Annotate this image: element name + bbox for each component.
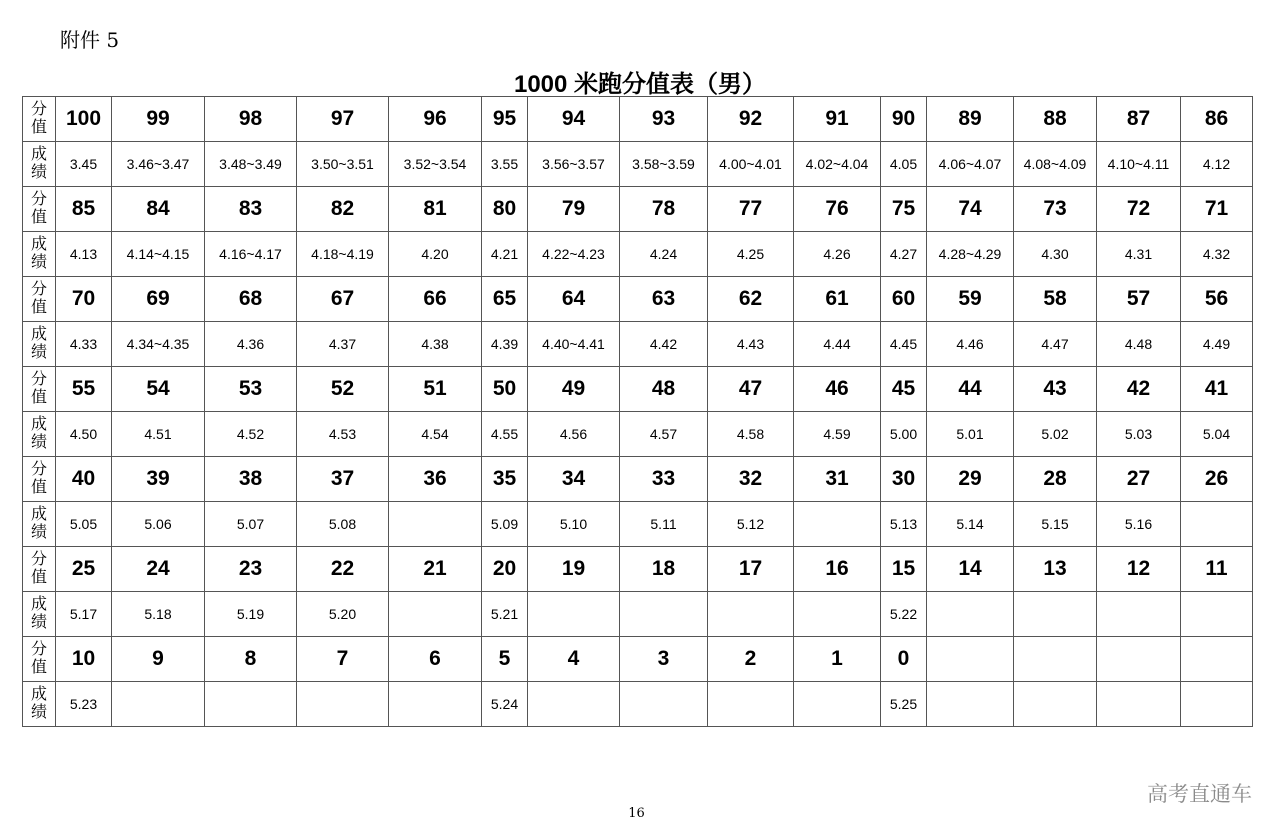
result-cell [794,502,881,547]
points-cell: 35 [482,457,528,502]
result-cell [620,592,708,637]
result-cell: 3.52~3.54 [389,142,482,187]
result-cell: 4.02~4.04 [794,142,881,187]
result-cell: 4.43 [708,322,794,367]
points-cell: 37 [297,457,389,502]
result-cell: 5.21 [482,592,528,637]
result-cell [708,682,794,727]
result-cell: 4.21 [482,232,528,277]
points-cell: 63 [620,277,708,322]
watermark: 高考直通车 [1147,783,1252,806]
result-cell: 4.10~4.11 [1097,142,1181,187]
points-cell: 7 [297,637,389,682]
result-cell: 4.54 [389,412,482,457]
points-cell: 95 [482,97,528,142]
result-cell: 4.57 [620,412,708,457]
label-char: 绩 [30,524,47,541]
points-cell: 2 [708,637,794,682]
points-label [23,277,56,322]
result-cell: 5.10 [528,502,620,547]
points-cell: 61 [794,277,881,322]
result-cell: 4.16~4.17 [205,232,297,277]
result-cell: 5.15 [1014,502,1097,547]
points-cell: 45 [881,367,927,412]
result-cell: 3.56~3.57 [528,142,620,187]
points-cell: 44 [927,367,1014,412]
points-cell: 19 [528,547,620,592]
points-cell: 16 [794,547,881,592]
label-char: 绩 [30,254,47,271]
points-cell: 24 [112,547,205,592]
page-number: 16 [628,806,645,821]
result-cell [112,682,205,727]
result-label [23,502,56,547]
result-cell: 3.45 [56,142,112,187]
points-cell: 27 [1097,457,1181,502]
points-cell: 17 [708,547,794,592]
label-char: 值 [30,119,47,136]
result-cell: 4.31 [1097,232,1181,277]
points-cell: 79 [528,187,620,232]
result-cell [389,592,482,637]
score-table [22,96,1253,727]
points-cell: 23 [205,547,297,592]
points-cell: 62 [708,277,794,322]
points-cell: 52 [297,367,389,412]
points-cell: 60 [881,277,927,322]
result-cell: 4.45 [881,322,927,367]
result-cell [794,682,881,727]
result-row [23,682,1253,727]
result-cell [927,592,1014,637]
result-cell: 4.13 [56,232,112,277]
points-cell: 65 [482,277,528,322]
points-row [23,457,1253,502]
result-cell: 5.22 [881,592,927,637]
points-cell [1014,637,1097,682]
result-cell: 3.50~3.51 [297,142,389,187]
result-row [23,502,1253,547]
points-cell: 88 [1014,97,1097,142]
points-cell: 72 [1097,187,1181,232]
result-cell: 4.59 [794,412,881,457]
points-cell: 36 [389,457,482,502]
points-cell: 29 [927,457,1014,502]
points-cell: 68 [205,277,297,322]
result-cell: 4.14~4.15 [112,232,205,277]
result-cell: 4.26 [794,232,881,277]
result-cell: 4.25 [708,232,794,277]
result-cell: 4.55 [482,412,528,457]
points-cell: 90 [881,97,927,142]
points-cell: 84 [112,187,205,232]
result-cell [389,682,482,727]
points-row [23,547,1253,592]
points-cell: 100 [56,97,112,142]
points-cell: 43 [1014,367,1097,412]
points-cell: 78 [620,187,708,232]
result-cell: 4.12 [1181,142,1253,187]
points-cell: 55 [56,367,112,412]
result-cell: 3.48~3.49 [205,142,297,187]
points-cell: 99 [112,97,205,142]
result-cell: 4.24 [620,232,708,277]
result-row [23,412,1253,457]
result-cell: 5.24 [482,682,528,727]
result-cell: 4.46 [927,322,1014,367]
label-char: 分 [30,191,47,208]
points-label [23,637,56,682]
points-cell: 4 [528,637,620,682]
result-cell: 5.09 [482,502,528,547]
points-cell: 96 [389,97,482,142]
result-cell [620,682,708,727]
result-cell [1181,592,1253,637]
result-cell: 3.46~3.47 [112,142,205,187]
points-cell: 74 [927,187,1014,232]
result-cell: 4.58 [708,412,794,457]
label-char: 分 [30,461,47,478]
points-cell: 87 [1097,97,1181,142]
label-char: 成 [30,326,47,343]
points-cell: 8 [205,637,297,682]
points-cell: 28 [1014,457,1097,502]
points-cell: 66 [389,277,482,322]
points-cell: 21 [389,547,482,592]
result-cell: 4.33 [56,322,112,367]
label-char: 值 [30,209,47,226]
points-cell: 49 [528,367,620,412]
points-cell [927,637,1014,682]
result-cell: 5.14 [927,502,1014,547]
result-cell [1014,592,1097,637]
label-char: 分 [30,641,47,658]
points-row [23,367,1253,412]
points-cell: 18 [620,547,708,592]
result-cell [528,592,620,637]
result-cell: 4.52 [205,412,297,457]
result-cell: 4.20 [389,232,482,277]
result-cell: 5.11 [620,502,708,547]
points-cell: 25 [56,547,112,592]
result-cell: 4.36 [205,322,297,367]
label-char: 成 [30,236,47,253]
points-cell: 11 [1181,547,1253,592]
result-cell: 4.38 [389,322,482,367]
points-cell: 86 [1181,97,1253,142]
label-char: 绩 [30,704,47,721]
points-cell: 82 [297,187,389,232]
points-cell: 83 [205,187,297,232]
result-cell: 4.51 [112,412,205,457]
points-cell [1097,637,1181,682]
points-cell: 64 [528,277,620,322]
result-cell: 4.44 [794,322,881,367]
result-cell [1097,592,1181,637]
points-row [23,637,1253,682]
points-cell: 1 [794,637,881,682]
label-char: 绩 [30,164,47,181]
result-cell [389,502,482,547]
points-cell: 97 [297,97,389,142]
points-cell: 67 [297,277,389,322]
label-char: 分 [30,281,47,298]
points-label [23,97,56,142]
points-row [23,187,1253,232]
result-cell [297,682,389,727]
points-cell: 57 [1097,277,1181,322]
points-cell: 91 [794,97,881,142]
result-cell: 5.13 [881,502,927,547]
points-cell [1181,637,1253,682]
result-cell: 5.20 [297,592,389,637]
table-title: 1000 米跑分值表（男） [513,71,767,98]
result-cell: 3.55 [482,142,528,187]
points-cell: 73 [1014,187,1097,232]
points-cell: 81 [389,187,482,232]
points-cell: 3 [620,637,708,682]
result-cell: 5.08 [297,502,389,547]
result-cell [708,592,794,637]
result-cell: 5.01 [927,412,1014,457]
label-char: 值 [30,299,47,316]
result-cell [528,682,620,727]
result-cell: 5.05 [56,502,112,547]
label-char: 绩 [30,344,47,361]
result-cell: 5.18 [112,592,205,637]
points-cell: 48 [620,367,708,412]
points-label [23,367,56,412]
points-cell: 32 [708,457,794,502]
result-cell: 4.08~4.09 [1014,142,1097,187]
points-cell: 40 [56,457,112,502]
result-cell [205,682,297,727]
result-cell [1181,682,1253,727]
points-cell: 22 [297,547,389,592]
label-char: 值 [30,479,47,496]
result-label [23,232,56,277]
result-cell: 4.39 [482,322,528,367]
result-label [23,412,56,457]
result-label [23,682,56,727]
points-label [23,547,56,592]
points-cell: 15 [881,547,927,592]
points-cell: 58 [1014,277,1097,322]
points-cell: 80 [482,187,528,232]
result-cell: 3.58~3.59 [620,142,708,187]
result-cell: 4.47 [1014,322,1097,367]
points-cell: 59 [927,277,1014,322]
label-char: 成 [30,506,47,523]
label-char: 分 [30,371,47,388]
result-row [23,142,1253,187]
points-cell: 77 [708,187,794,232]
result-cell: 4.30 [1014,232,1097,277]
result-cell: 4.49 [1181,322,1253,367]
points-cell: 14 [927,547,1014,592]
points-cell: 39 [112,457,205,502]
points-cell: 42 [1097,367,1181,412]
label-char: 分 [30,551,47,568]
result-cell: 5.17 [56,592,112,637]
points-cell: 12 [1097,547,1181,592]
result-cell: 4.37 [297,322,389,367]
result-cell: 5.12 [708,502,794,547]
result-cell: 4.53 [297,412,389,457]
result-cell: 5.23 [56,682,112,727]
points-cell: 30 [881,457,927,502]
result-cell: 4.34~4.35 [112,322,205,367]
label-char: 成 [30,146,47,163]
result-cell: 4.50 [56,412,112,457]
points-cell: 56 [1181,277,1253,322]
points-cell: 94 [528,97,620,142]
points-cell: 76 [794,187,881,232]
result-label [23,142,56,187]
result-cell: 5.00 [881,412,927,457]
result-cell [1181,502,1253,547]
label-char: 成 [30,686,47,703]
label-char: 值 [30,389,47,406]
result-cell [1097,682,1181,727]
points-row [23,277,1253,322]
result-row [23,592,1253,637]
points-cell: 26 [1181,457,1253,502]
label-char: 成 [30,416,47,433]
points-cell: 31 [794,457,881,502]
points-cell: 70 [56,277,112,322]
points-cell: 6 [389,637,482,682]
result-cell: 4.00~4.01 [708,142,794,187]
points-cell: 47 [708,367,794,412]
points-cell: 20 [482,547,528,592]
result-cell: 4.28~4.29 [927,232,1014,277]
result-row [23,322,1253,367]
points-cell: 13 [1014,547,1097,592]
points-cell: 85 [56,187,112,232]
result-cell: 4.18~4.19 [297,232,389,277]
attachment-label: 附件 5 [60,28,120,52]
result-cell: 5.07 [205,502,297,547]
result-cell: 5.19 [205,592,297,637]
result-label [23,322,56,367]
points-cell: 46 [794,367,881,412]
result-cell: 4.27 [881,232,927,277]
points-cell: 51 [389,367,482,412]
points-cell: 38 [205,457,297,502]
points-cell: 34 [528,457,620,502]
label-char: 绩 [30,614,47,631]
points-label [23,187,56,232]
points-cell: 41 [1181,367,1253,412]
points-cell: 92 [708,97,794,142]
result-label [23,592,56,637]
points-cell: 9 [112,637,205,682]
result-cell: 4.40~4.41 [528,322,620,367]
points-cell: 75 [881,187,927,232]
result-cell: 5.16 [1097,502,1181,547]
result-cell: 5.03 [1097,412,1181,457]
result-cell [1014,682,1097,727]
points-cell: 98 [205,97,297,142]
result-cell: 4.56 [528,412,620,457]
result-cell: 4.48 [1097,322,1181,367]
result-cell [927,682,1014,727]
points-cell: 71 [1181,187,1253,232]
points-row [23,97,1253,142]
points-cell: 53 [205,367,297,412]
points-label [23,457,56,502]
points-cell: 10 [56,637,112,682]
result-cell: 5.25 [881,682,927,727]
result-row [23,232,1253,277]
label-char: 分 [30,101,47,118]
result-cell: 4.32 [1181,232,1253,277]
result-cell: 4.06~4.07 [927,142,1014,187]
points-cell: 93 [620,97,708,142]
result-cell: 4.42 [620,322,708,367]
label-char: 值 [30,659,47,676]
result-cell: 5.04 [1181,412,1253,457]
result-cell: 5.06 [112,502,205,547]
label-char: 成 [30,596,47,613]
result-cell [794,592,881,637]
result-cell: 5.02 [1014,412,1097,457]
result-cell: 4.22~4.23 [528,232,620,277]
points-cell: 89 [927,97,1014,142]
points-cell: 5 [482,637,528,682]
points-cell: 54 [112,367,205,412]
points-cell: 50 [482,367,528,412]
points-cell: 0 [881,637,927,682]
label-char: 绩 [30,434,47,451]
label-char: 值 [30,569,47,586]
points-cell: 33 [620,457,708,502]
points-cell: 69 [112,277,205,322]
result-cell: 4.05 [881,142,927,187]
